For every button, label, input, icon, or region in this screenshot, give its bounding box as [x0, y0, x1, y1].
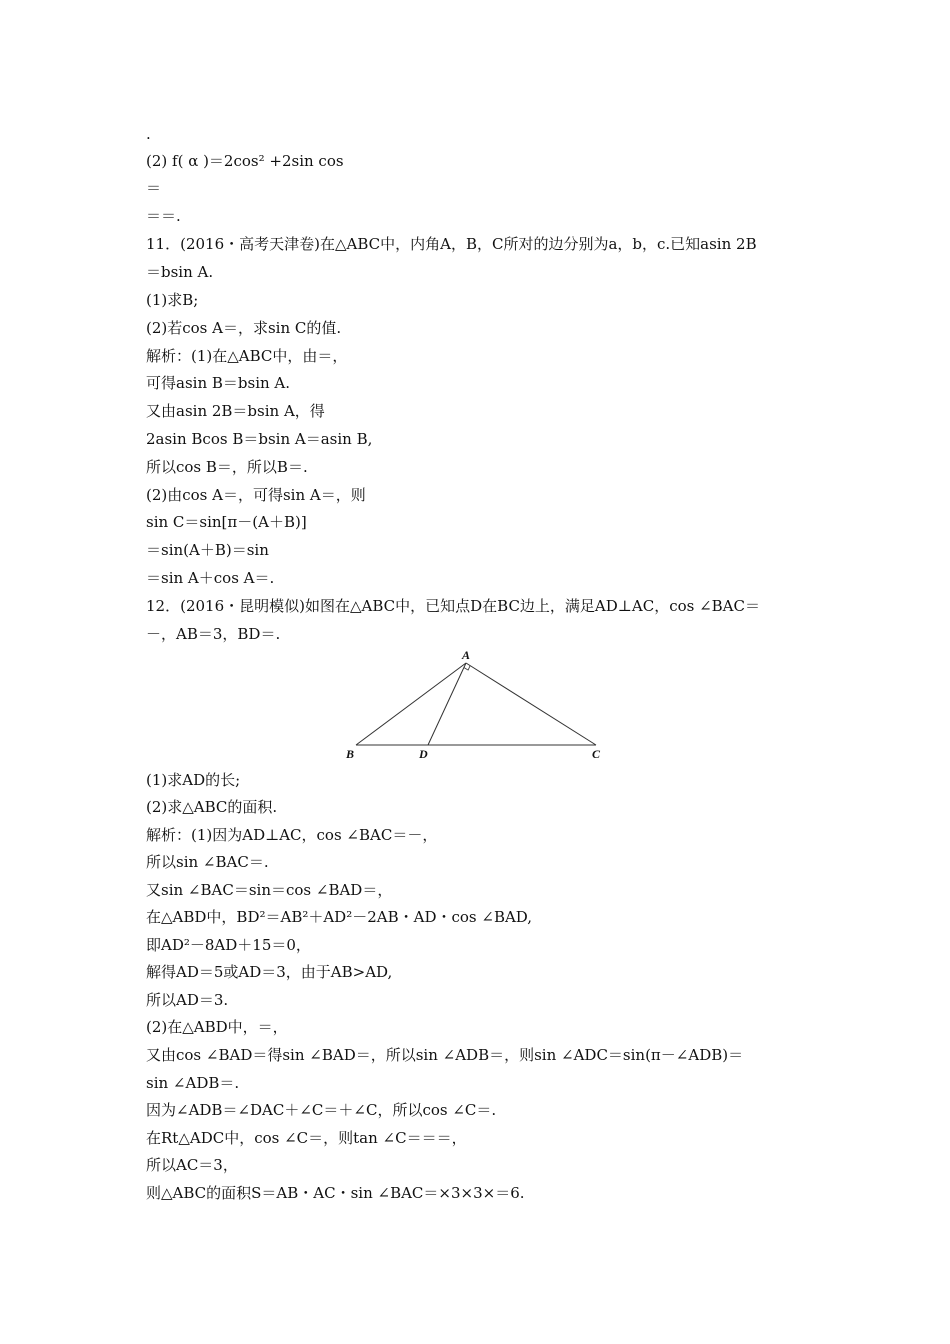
solution-heading: 解析：(1)在△ABC中，由＝，	[146, 347, 348, 365]
text-line: －，AB＝3，BD＝.	[146, 625, 281, 643]
text-line: 所以AD＝3.	[146, 991, 229, 1009]
label-a: A	[462, 648, 471, 662]
text-line: 在△ABD中，BD²＝AB²＋AD²－2AB・AD・cos ∠BAD,	[146, 908, 533, 926]
label-c: C	[592, 747, 601, 761]
text-line: (2)在△ABD中，＝，	[146, 1018, 288, 1036]
text-line: ＝	[146, 179, 162, 197]
text-line: 所以sin ∠BAC＝.	[146, 853, 269, 871]
text-line: (1)求AD的长;	[146, 771, 241, 789]
text-line: sin C＝sin[π－(A＋B)]	[146, 513, 307, 531]
text-line: 又由cos ∠BAD＝得sin ∠BAD＝，所以sin ∠ADB＝，则sin ∠ADC＝sin(π－∠ADB)＝	[146, 1046, 744, 1064]
text-line: 可得asin B＝bsin A.	[146, 374, 291, 392]
problem-11-statement: 11．(2016・高考天津卷)在△ABC中，内角A，B，C所对的边分别为a，b，c.已知asin 2B	[146, 235, 757, 253]
text-line: 所以AC＝3，	[146, 1156, 238, 1174]
text-line: 则△ABC的面积S＝AB・AC・sin ∠BAC＝×3×3×＝6.	[146, 1184, 525, 1202]
text-line: (1)求B;	[146, 291, 199, 309]
text-line: 又由asin 2B＝bsin A，得	[146, 402, 325, 420]
text-line: 解得AD＝5或AD＝3，由于AB>AD,	[146, 963, 393, 981]
solution-heading: 解析：(1)因为AD⊥AC，cos ∠BAC＝－，	[146, 826, 438, 844]
text-line: 因为∠ADB＝∠DAC＋∠C＝＋∠C，所以cos ∠C＝.	[146, 1101, 497, 1119]
label-b: B	[346, 747, 355, 761]
text-line: ＝＝.	[146, 207, 181, 225]
text-line: 所以cos B＝，所以B＝.	[146, 458, 308, 476]
text-line: 即AD²－8AD＋15＝0，	[146, 936, 311, 954]
text-line: 又sin ∠BAC＝sin＝cos ∠BAD＝，	[146, 881, 393, 899]
text-line: ＝bsin A.	[146, 263, 214, 281]
segment-ad	[428, 663, 466, 745]
text-line: (2)求△ABC的面积.	[146, 798, 278, 816]
triangle-figure	[340, 648, 610, 764]
text-line: .	[146, 125, 151, 143]
text-line: (2)由cos A＝，可得sin A＝，则	[146, 486, 366, 504]
text-line: (2) f( α )＝2cos² +2sin cos	[146, 152, 344, 170]
text-line: (2)若cos A＝，求sin C的值.	[146, 319, 342, 337]
text-line: 2asin Bcos B＝bsin A＝asin B,	[146, 430, 373, 448]
label-d: D	[419, 747, 428, 761]
text-line: ＝sin(A＋B)＝sin	[146, 541, 269, 559]
segment-ab	[356, 663, 466, 745]
segment-ac	[466, 663, 596, 745]
text-line: 在Rt△ADC中，cos ∠C＝，则tan ∠C＝＝＝，	[146, 1129, 467, 1147]
problem-12-statement: 12．(2016・昆明模似)如图在△ABC中，已知点D在BC边上，满足AD⊥AC，cos ∠BAC＝	[146, 597, 760, 615]
text-line: ＝sin A＋cos A＝.	[146, 569, 275, 587]
text-line: sin ∠ADB＝.	[146, 1074, 240, 1092]
